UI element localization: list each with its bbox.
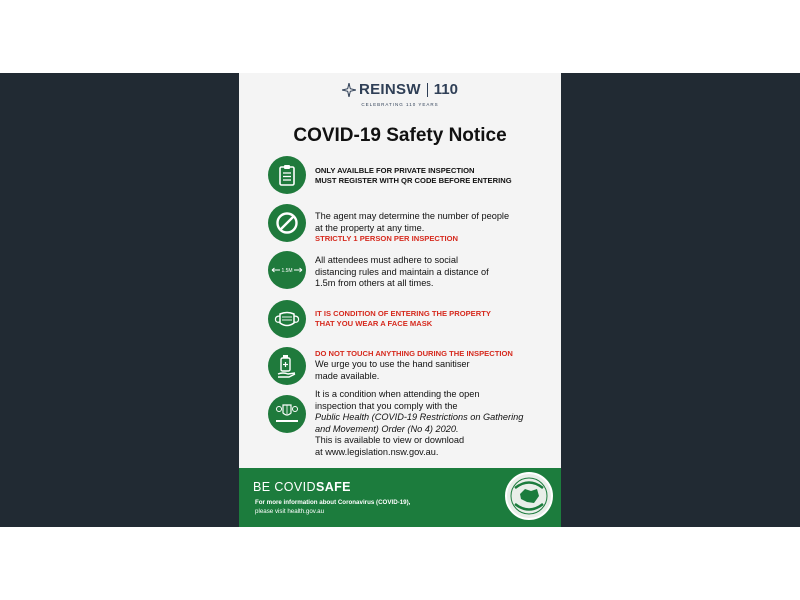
hand-sanitiser-icon — [268, 347, 306, 385]
footer-banner — [239, 468, 561, 527]
item-text: This is available to view or download — [315, 435, 465, 445]
logo-divider — [427, 83, 428, 97]
clipboard-icon — [268, 156, 306, 194]
item-text: Public Health (COVID-19 Restrictions on Gathering — [315, 412, 524, 422]
covidsafe-badge-icon — [505, 472, 553, 520]
item-text: ONLY AVAILBLE FOR PRIVATE INSPECTION — [315, 166, 475, 175]
item-text: and Movement) Order (No 4) 2020. — [315, 423, 459, 434]
item-warning: IT IS CONDITION OF ENTERING THE PROPERTY — [315, 309, 491, 318]
logo-tagline: CELEBRATING 110 YEARS — [361, 101, 439, 107]
footer-info-line: please visit health.gov.au — [255, 507, 325, 515]
covidsafe-slogan: BE COVIDSAFE — [253, 480, 351, 494]
list-item — [268, 204, 558, 244]
list-item — [268, 347, 558, 385]
list-item — [268, 156, 558, 194]
item-text: It is a condition when attending the open — [315, 389, 480, 399]
logo-brand: REINSW — [358, 81, 421, 98]
item-warning: DO NOT TOUCH ANYTHING DURING THE INSPECTION — [315, 349, 513, 358]
footer-info — [255, 499, 410, 516]
item-text: All attendees must adhere to social — [315, 255, 458, 265]
government-crest-icon — [268, 395, 306, 433]
logo-number: 110 — [433, 81, 458, 98]
item-text: distancing rules and maintain a distance of — [315, 266, 489, 277]
safety-poster — [239, 73, 561, 527]
list-item — [268, 300, 558, 338]
distance-icon-label: 1.5M — [281, 268, 293, 274]
distance-icon — [268, 251, 306, 289]
item-text: 1.5m from others at all times. — [315, 278, 434, 288]
item-text: MUST REGISTER WITH QR CODE BEFORE ENTERING — [315, 176, 512, 185]
item-text: made available. — [315, 370, 380, 381]
item-warning: THAT YOU WEAR A FACE MASK — [315, 319, 433, 328]
dark-backdrop — [0, 73, 800, 527]
list-item — [268, 251, 558, 290]
reinsw-logo — [239, 81, 561, 107]
prohibited-icon — [268, 204, 306, 242]
footer-info-line: For more information about Coronavirus (COVID-19), — [255, 499, 411, 506]
star-logo-icon — [342, 83, 356, 97]
list-item — [268, 389, 558, 458]
item-warning: STRICTLY 1 PERSON PER INSPECTION — [315, 234, 459, 243]
item-text: at www.legislation.nsw.gov.au. — [315, 446, 439, 457]
item-text: We urge you to use the hand sanitiser — [315, 359, 470, 369]
face-mask-icon — [268, 300, 306, 338]
page-title: COVID-19 Safety Notice — [293, 125, 507, 146]
item-text: inspection that you comply with the — [315, 400, 458, 411]
item-text: The agent may determine the number of people — [315, 211, 510, 221]
item-text: at the property at any time. — [315, 222, 425, 233]
